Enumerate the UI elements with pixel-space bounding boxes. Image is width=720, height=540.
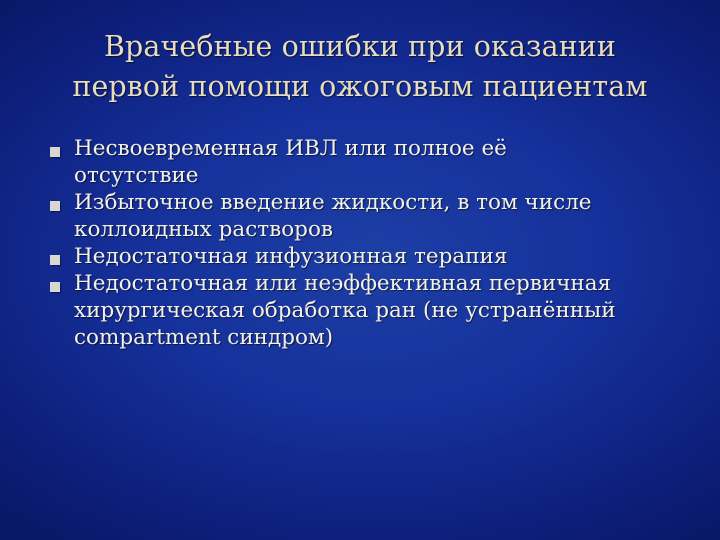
bullet-text-line: Несвоевременная ИВЛ или полное её	[74, 136, 507, 161]
title-line-2: первой помощи ожоговым пациентам	[72, 70, 648, 103]
bullet-text-line: compartment синдром)	[74, 325, 334, 350]
square-bullet-icon	[50, 201, 60, 211]
title-line-1: Врачебные ошибки при оказании	[103, 30, 616, 63]
bullet-text-line: хирургическая обработка ран (не устранённый	[74, 298, 616, 323]
bullet-item-1	[48, 135, 698, 189]
square-bullet-icon	[50, 282, 60, 292]
bullet-text-line: Избыточное введение жидкости, в том числе	[74, 190, 592, 215]
bullet-text-line: Недостаточная инфузионная терапия	[74, 244, 508, 269]
bullet-text-line: отсутствие	[74, 163, 199, 188]
square-bullet-icon	[50, 255, 60, 265]
slide-title	[20, 27, 700, 107]
bullet-item-2	[48, 189, 698, 243]
bullet-item-3	[48, 243, 698, 270]
bullet-text-line: Недостаточная или неэффективная первичная	[74, 271, 612, 296]
square-bullet-icon	[50, 147, 60, 157]
bullet-text-line: коллоидных растворов	[74, 217, 333, 242]
bullet-item-4	[48, 270, 698, 351]
bullet-list	[48, 135, 698, 351]
